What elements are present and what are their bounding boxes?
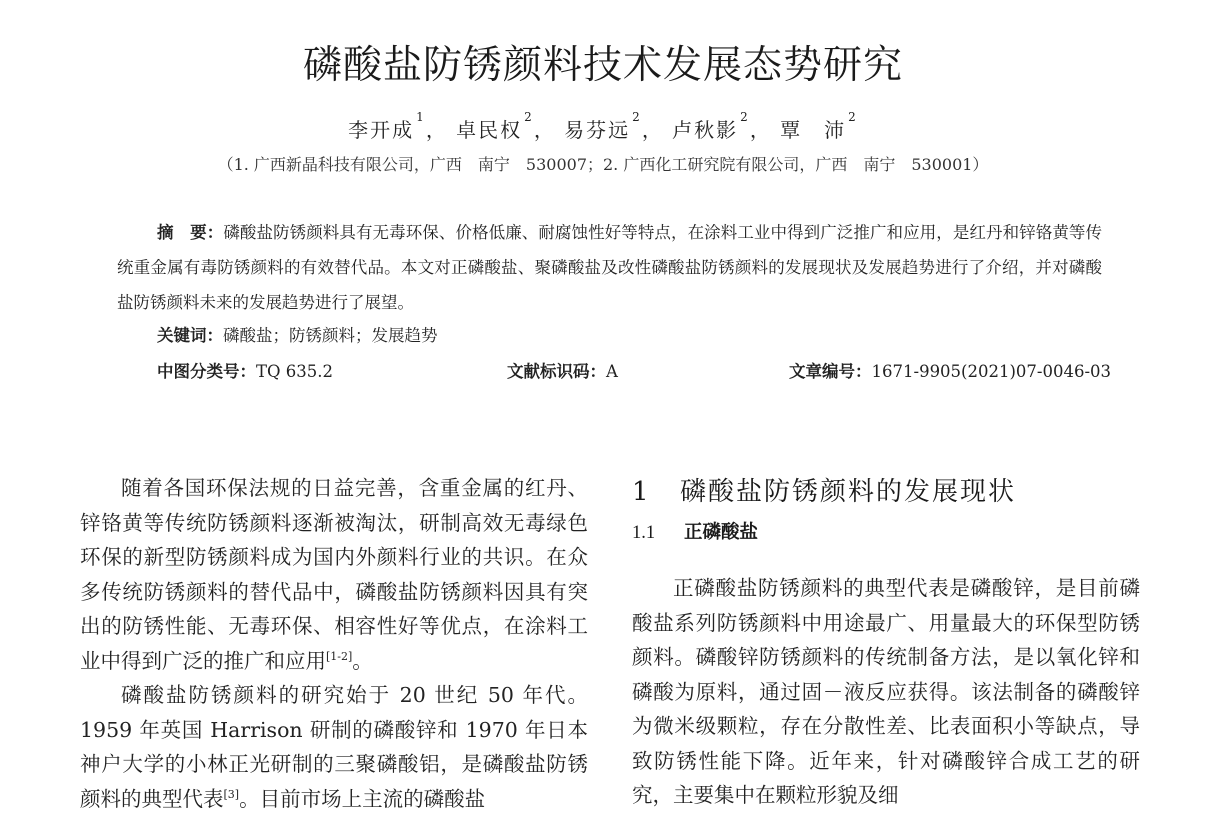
affiliation-mark: 2 [740, 110, 750, 124]
affiliation-mark: 2 [848, 110, 858, 124]
author-name: 覃 沛 [780, 118, 847, 142]
author-name: 易芬远 [564, 118, 631, 142]
body-paragraph: 正磷酸盐防锈颜料的典型代表是磷酸锌，是目前磷酸盐系列防锈颜料中用途最广、用量最大的环保型防锈颜料。磷酸锌防锈颜料的传统制备方法，是以氧化锌和磷酸为原料，通过固－液反应获得。该法制备的磷酸锌为微米级颗粒，存在分散性差、比表面积小等缺点，导致防锈性能下降。近年来，针对磷酸锌合成工艺的研究，主要集中在颗粒形貌及细 [632, 576, 1140, 807]
subsection-number: 1.1 [632, 523, 656, 543]
abstract [117, 215, 1102, 320]
body-column-right [632, 471, 1140, 813]
keywords-label: 关键词： [157, 326, 223, 345]
clc-value: TQ 635.2 [256, 362, 334, 381]
affiliations: （1. 广西新晶科技有限公司，广西 南宁 530007；2. 广西化工研究院有限公司，广西 南宁 530001） [217, 155, 989, 174]
doc-code-label: 文献标识码： [507, 362, 606, 381]
article-number-label: 文章编号： [789, 362, 872, 381]
citation-ref: [3] [223, 787, 240, 801]
section-heading [632, 471, 1140, 513]
paragraph-text: 随着各国环保法规的日益完善，含重金属的红丹、锌铬黄等传统防锈颜料逐渐被淘汰，研制高效无毒绿色环保的新型防锈颜料成为国内外颜料行业的共识。在众多传统防锈颜料的替代品中，磷酸盐防锈颜料因具有突出的防锈性能、无毒环保、相容性好等优点，在涂料工业中得到广泛的推广和应用 [80, 476, 588, 673]
paragraph-text: 。目前市场上主流的磷酸盐 [239, 786, 486, 811]
affiliation-mark: 1 [416, 110, 426, 124]
keywords-text: 磷酸盐；防锈颜料；发展趋势 [223, 326, 438, 345]
body-paragraph [80, 678, 588, 816]
doc-code-value: A [606, 362, 618, 381]
paragraph-text: 磷酸盐防锈颜料的研究始于 20 世纪 50 年代。1959 年英国 Harrison 研制的磷酸锌和 1970 年日本神户大学的小林正光研制的三聚磷酸铝，是磷酸盐防锈颜料的典型代表 [80, 683, 588, 811]
document-code [507, 358, 618, 382]
subsection-title: 正磷酸盐 [684, 522, 759, 543]
article-number [789, 358, 1111, 382]
author-name: 李开成 [348, 118, 415, 142]
body-column-left [80, 471, 588, 816]
affiliation-mark: 2 [632, 110, 642, 124]
body-paragraph [80, 471, 588, 678]
article-number-value: 1671-9905(2021)07-0046-03 [871, 362, 1112, 381]
author-name: 卢秋影 [672, 118, 739, 142]
subsection-heading [632, 513, 1140, 571]
paper-title: 磷酸盐防锈颜料技术发展态势研究 [302, 43, 903, 88]
citation-ref: [1-2] [326, 649, 353, 663]
abstract-text: 磷酸盐防锈颜料具有无毒环保、价格低廉、耐腐蚀性好等特点，在涂料工业中得到广泛推广和应用，是红丹和锌铬黄等传统重金属有毒防锈颜料的有效替代品。本文对正磷酸盐、聚磷酸盐及改性磷酸盐防锈颜料的发展现状及发展趋势进行了介绍，并对磷酸盐防锈颜料未来的发展趋势进行了展望。 [117, 223, 1103, 312]
clc-label: 中图分类号： [157, 362, 256, 381]
author-list: 李开成$^1$， 卓民权$^2$， 易芬远$^2$， 卢秋影$^2$， 覃 沛$^2$ [348, 110, 858, 142]
author-name: 卓民权 [456, 118, 523, 142]
section-number: 1 [632, 477, 651, 507]
section-title: 磷酸盐防锈颜料的发展现状 [680, 477, 1017, 507]
affiliation-mark: 2 [524, 110, 534, 124]
keywords [157, 322, 438, 346]
clc-number [157, 358, 333, 382]
paragraph-text: 。 [352, 648, 373, 673]
abstract-label: 摘 要： [157, 223, 224, 242]
